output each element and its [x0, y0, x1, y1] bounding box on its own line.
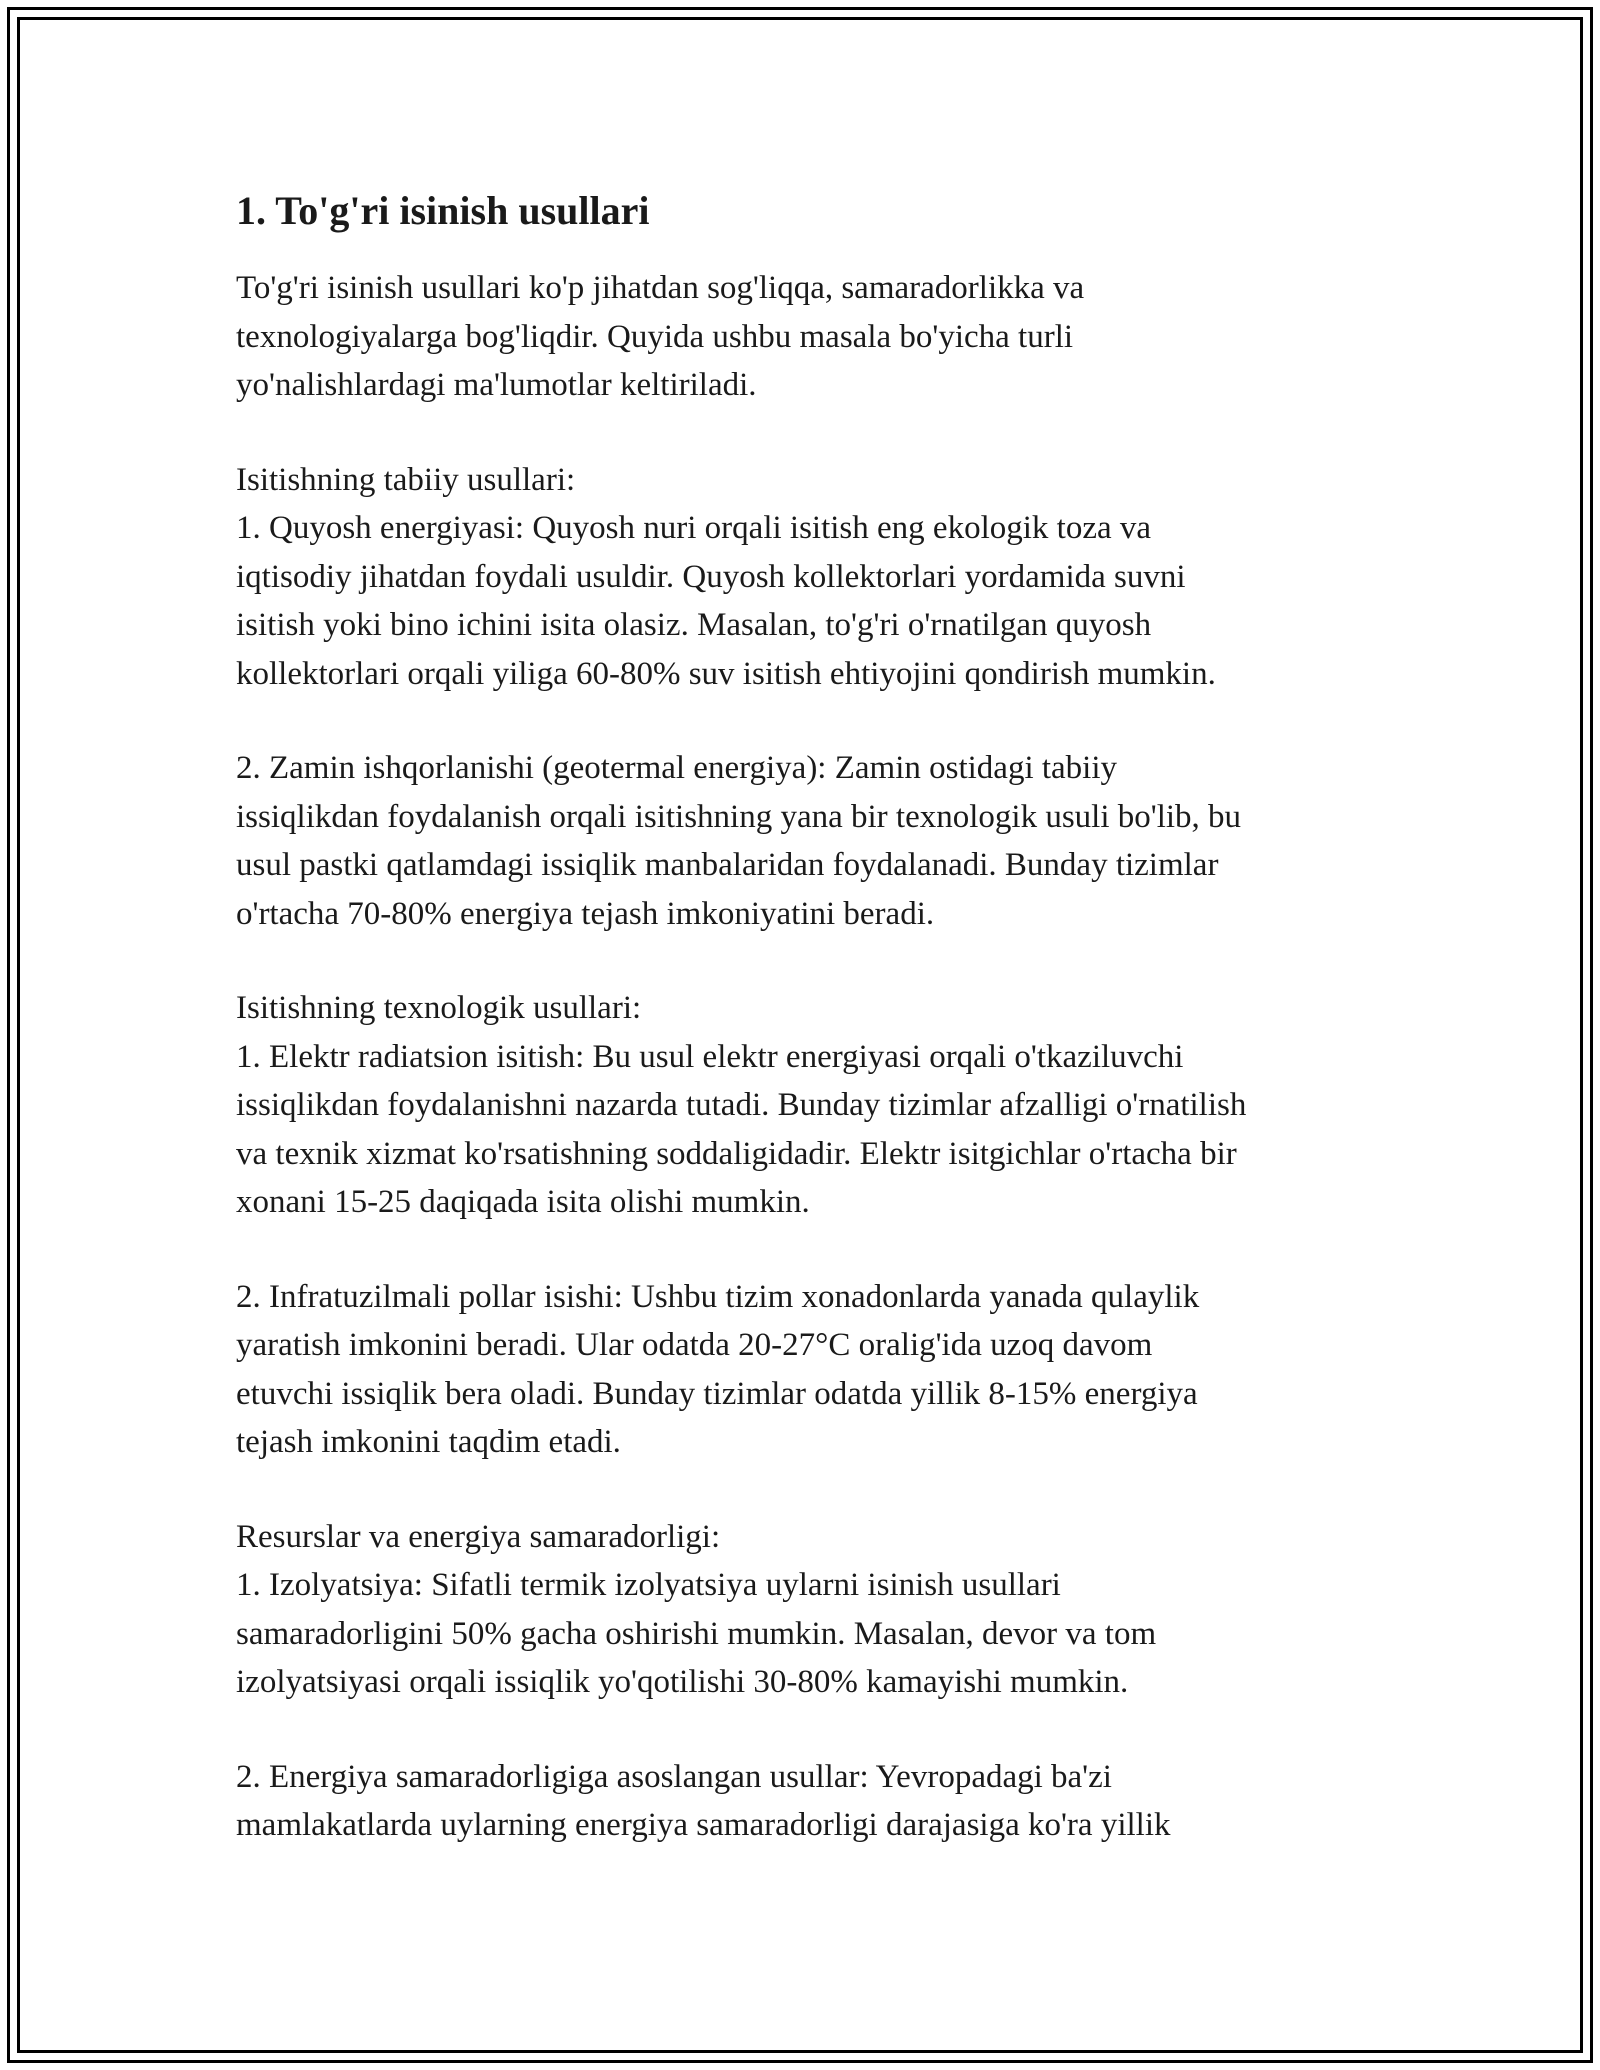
paragraph-natural-methods-solar: Isitishning tabiiy usullari: 1. Quyosh energiyasi: Quyosh nuri orqali isitish eng ekologik toza va iqtisodiy jihatdan foydali usuldir. Quyosh kollektorlari yordamida suvni isitish yoki bino ichini isita olasiz. Masalan, to'g'ri o'rnatilgan quyosh kollektorlari orqali yiliga 60-80% suv isitish ehtiyojini qondirish mumkin. [236, 461, 1216, 692]
paragraph-underfloor-heating: 2. Infratuzilmali pollar isishi: Ushbu tizim xonadonlarda yanada qulaylik yaratish imkonini beradi. Ular odatda 20-27°C oralig'ida uzoq davom etuvchi issiqlik bera oladi. Bunday tizimlar odatda yillik 8-15% energiya tejash imkonini taqdim etadi. [236, 1278, 1200, 1460]
section-heading: 1. To'g'ri isinish usullari [236, 188, 650, 233]
paragraph-technological-methods-electric: Isitishning texnologik usullari: 1. Elektr radiatsion isitish: Bu usul elektr energiyasi orqali o'tkaziluvchi issiqlikdan foydalanishni nazarda tutadi. Bunday tizimlar afzalligi o'rnatilish va texnik xizmat ko'rsatishning soddaligidadir. Elektr isitgichlar o'rtacha bir xonani 15-25 daqiqada isita olishi mumkin. [236, 990, 1247, 1220]
paragraph-intro: To'g'ri isinish usullari ko'p jihatdan sog'liqqa, samaradorlikka va texnologiyalarga bog'liqdir. Quyida ushbu masala bo'yicha turli yo'nalishlardagi ma'lumotlar keltiriladi. [236, 270, 1085, 403]
paragraph-energy-efficiency-methods: 2. Energiya samaradorligiga asoslangan usullar: Yevropadagi ba'zi mamlakatlarda uylarning energiya samaradorligi darajasiga ko'ra yillik [236, 1758, 1171, 1843]
document-body [236, 186, 1376, 1896]
paragraph-geothermal: 2. Zamin ishqorlanishi (geotermal energiya): Zamin ostidagi tabiiy issiqlikdan foydalanish orqali isitishning yana bir texnologik usuli bo'lib, bu usul pastki qatlamdagi issiqlik manbalaridan foydalanadi. Bunday tizimlar o'rtacha 70-80% energiya tejash imkoniyatini beradi. [236, 750, 1242, 932]
paragraph-resources-insulation: Resurslar va energiya samaradorligi: 1. Izolyatsiya: Sifatli termik izolyatsiya uylarni isinish usullari samaradorligini 50% gacha oshirishi mumkin. Masalan, devor va tom izolyatsiyasi orqali issiqlik yo'qotilishi 30-80% kamayishi mumkin. [236, 1518, 1157, 1700]
